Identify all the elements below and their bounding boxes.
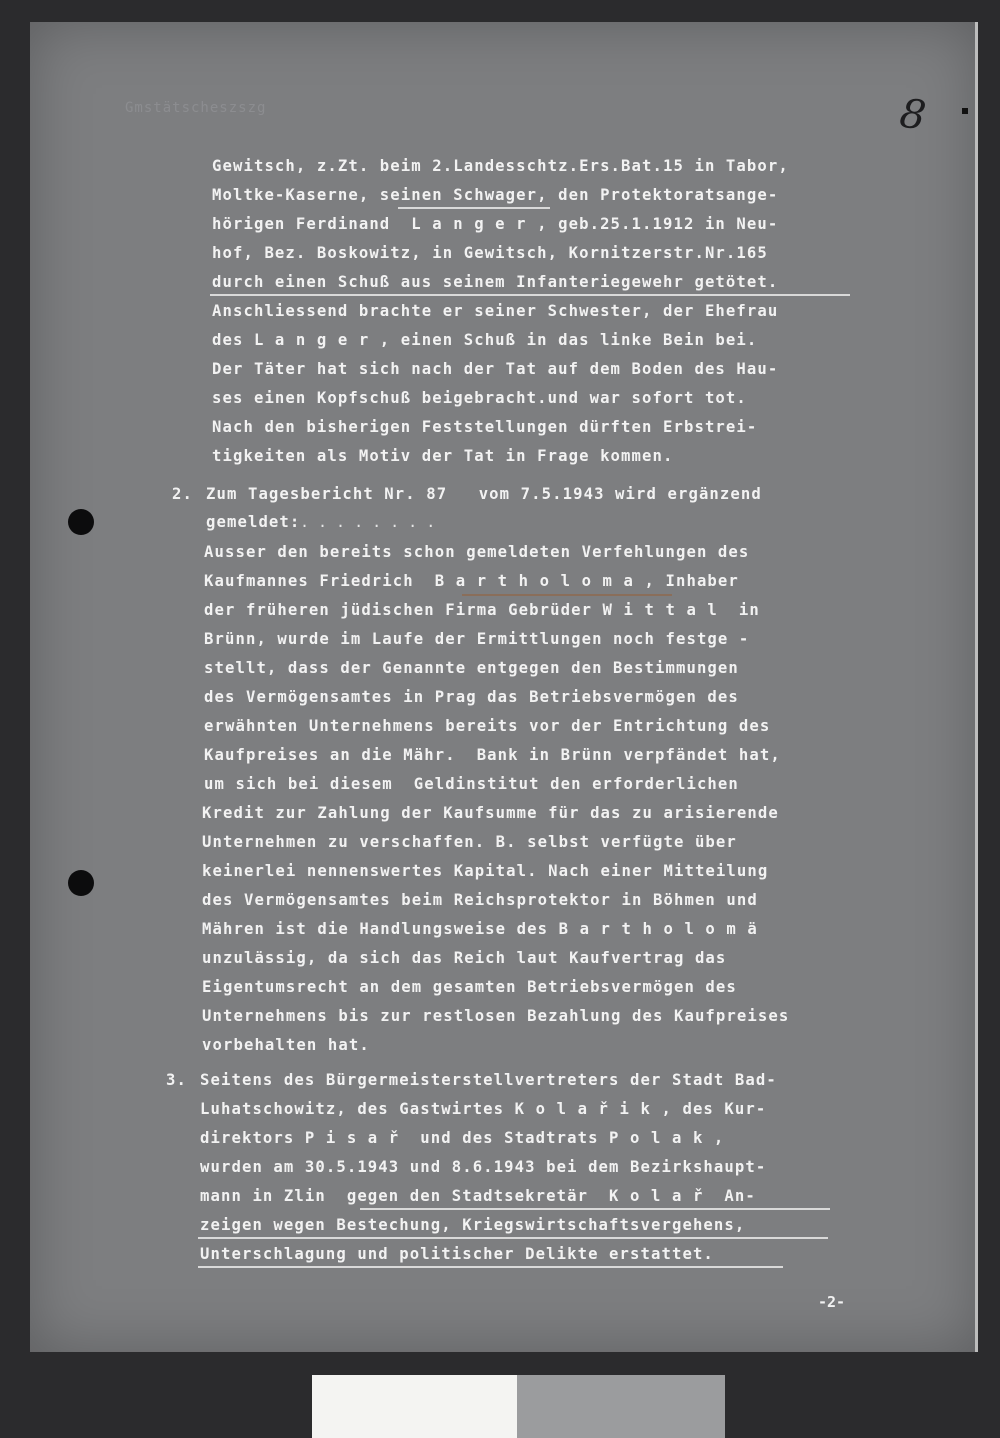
text-line: Nach den bisherigen Feststellungen dürften Erbstrei- bbox=[212, 418, 758, 436]
punch-hole-top bbox=[68, 509, 94, 535]
text-line: Unternehmen zu verschaffen. B. selbst verfügte über bbox=[202, 833, 737, 851]
text-line: des L a n g e r , einen Schuß in das linke Bein bei. bbox=[212, 331, 758, 349]
item-number-3: 3. bbox=[166, 1071, 187, 1089]
text-line: Unternehmens bis zur restlosen Bezahlung des Kaufpreises bbox=[202, 1007, 790, 1025]
text-line: Kredit zur Zahlung der Kaufsumme für das zu arisierende bbox=[202, 804, 779, 822]
text-line: Zum Tagesbericht Nr. 87 vom 7.5.1943 wird ergänzend bbox=[206, 485, 762, 503]
pencil-underline bbox=[462, 594, 672, 596]
text-line: des Vermögensamtes beim Reichsprotektor in Böhmen und bbox=[202, 891, 758, 909]
text-line: Gewitsch, z.Zt. beim 2.Landesschtz.Ers.Bat.15 in Tabor, bbox=[212, 157, 789, 175]
text-line: Mähren ist die Handlungsweise des B a r t h o l o m ä bbox=[202, 920, 758, 938]
text-line: Kaufmannes Friedrich B a r t h o l o m a , Inhaber bbox=[204, 572, 739, 590]
underline-mark bbox=[210, 294, 850, 296]
text-line: mann in Zlin gegen den Stadtsekretär K o l a ř An- bbox=[200, 1187, 756, 1205]
text-line: um sich bei diesem Geldinstitut den erforderlichen bbox=[204, 775, 739, 793]
ink-dot bbox=[962, 108, 968, 114]
folio-number: 8 bbox=[896, 90, 929, 140]
text-line: Der Täter hat sich nach der Tat auf dem Boden des Hau- bbox=[212, 360, 779, 378]
grey-label-strip bbox=[517, 1375, 725, 1438]
text-line: tigkeiten als Motiv der Tat in Frage kommen. bbox=[212, 447, 674, 465]
text-line: Luhatschowitz, des Gastwirtes K o l a ř i k , des Kur- bbox=[200, 1100, 767, 1118]
text-line: vorbehalten hat. bbox=[202, 1036, 370, 1054]
faded-header: Gmstätscheszszg bbox=[125, 100, 267, 116]
text-line: Ausser den bereits schon gemeldeten Verfehlungen des bbox=[204, 543, 750, 561]
dotted-leader: ........ bbox=[300, 513, 445, 531]
underline-mark bbox=[360, 1208, 830, 1210]
text-line: hof, Bez. Boskowitz, in Gewitsch, Kornitzerstr.Nr.165 bbox=[212, 244, 768, 262]
text-line: Brünn, wurde im Laufe der Ermittlungen noch festge - bbox=[204, 630, 750, 648]
text-line: direktors P i s a ř und des Stadtrats P o l a k , bbox=[200, 1129, 725, 1147]
text-line: ses einen Kopfschuß beigebracht.und war sofort tot. bbox=[212, 389, 747, 407]
item-number-2: 2. bbox=[172, 485, 193, 503]
punch-hole-bottom bbox=[68, 870, 94, 896]
text-line: Seitens des Bürgermeisterstellvertreters der Stadt Bad- bbox=[200, 1071, 777, 1089]
text-line: hörigen Ferdinand L a n g e r , geb.25.1.1912 in Neu- bbox=[212, 215, 779, 233]
page-number: -2- bbox=[818, 1293, 846, 1311]
text-line: unzulässig, da sich das Reich laut Kaufvertrag das bbox=[202, 949, 727, 967]
underline-mark bbox=[398, 207, 550, 209]
underline-mark bbox=[198, 1237, 828, 1239]
text-line: Kaufpreises an die Mähr. Bank in Brünn verpfändet hat, bbox=[204, 746, 781, 764]
text-line: der früheren jüdischen Firma Gebrüder W i t t a l in bbox=[204, 601, 760, 619]
text-line: durch einen Schuß aus seinem Infanteriegewehr getötet. bbox=[212, 273, 779, 291]
text-line: wurden am 30.5.1943 und 8.6.1943 bei dem Bezirkshaupt- bbox=[200, 1158, 767, 1176]
text-line: zeigen wegen Bestechung, Kriegswirtschaftsvergehens, bbox=[200, 1216, 746, 1234]
text-line: erwähnten Unternehmens bereits vor der Entrichtung des bbox=[204, 717, 771, 735]
underline-mark bbox=[198, 1266, 783, 1268]
white-label-strip bbox=[312, 1375, 517, 1438]
text-line: Moltke-Kaserne, seinen Schwager, den Protektoratsange- bbox=[212, 186, 779, 204]
text-line: gemeldet: bbox=[206, 513, 301, 531]
text-line: stellt, dass der Genannte entgegen den Bestimmungen bbox=[204, 659, 739, 677]
text-line: keinerlei nennenswertes Kapital. Nach einer Mitteilung bbox=[202, 862, 769, 880]
text-line: Unterschlagung und politischer Delikte erstattet. bbox=[200, 1245, 714, 1263]
text-line: Eigentumsrecht an dem gesamten Betriebsvermögen des bbox=[202, 978, 737, 996]
text-line: Anschliessend brachte er seiner Schwester, der Ehefrau bbox=[212, 302, 779, 320]
text-line: des Vermögensamtes in Prag das Betriebsvermögen des bbox=[204, 688, 739, 706]
